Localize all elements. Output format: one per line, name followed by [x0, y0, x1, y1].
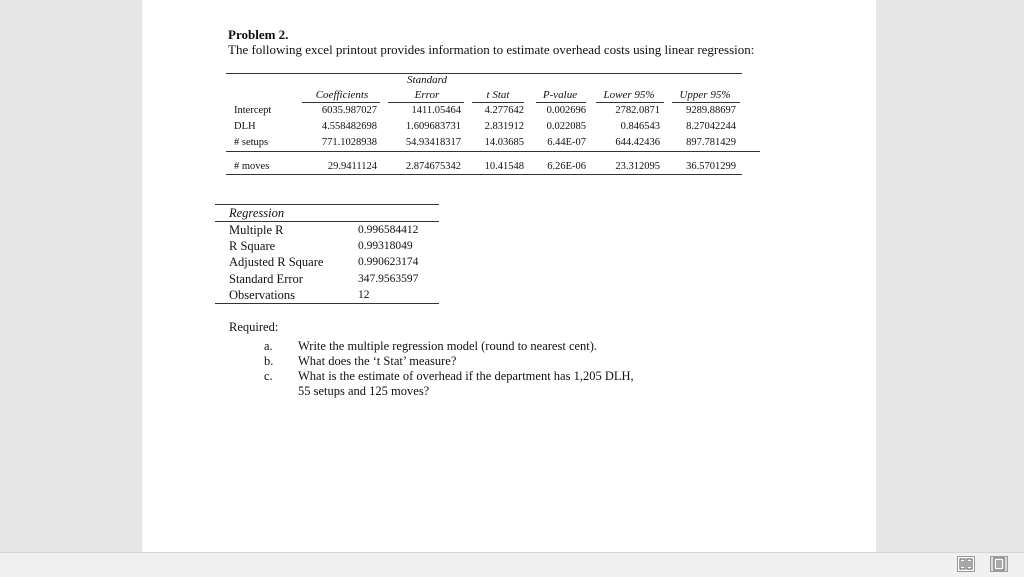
cell-std-error: 1411.05464	[411, 105, 461, 116]
cell-coefficient: 4.558482698	[321, 121, 377, 132]
header-underline	[472, 102, 524, 103]
stat-value: 12	[358, 289, 370, 301]
regression-top-rule	[215, 204, 439, 205]
stat-value: 0.99318049	[358, 240, 413, 252]
cell-lower-95: 0.846543	[620, 121, 660, 132]
status-bar	[0, 552, 1024, 577]
table-mid-rule	[226, 151, 760, 152]
row-label: DLH	[234, 121, 256, 132]
stat-label: Standard Error	[229, 272, 303, 286]
item-text: Write the multiple regression model (round to nearest cent).	[298, 339, 598, 353]
header-standard: Standard	[407, 74, 447, 86]
cell-p-value: 6.26E-06	[547, 161, 586, 172]
required-heading: Required:	[229, 320, 279, 334]
cell-t-stat: 10.41548	[484, 161, 524, 172]
cell-p-value: 0.002696	[546, 105, 586, 116]
header-underline	[596, 102, 664, 103]
header-t-stat: t Stat	[486, 89, 510, 101]
intro-text: The following excel printout provides information to estimate overhead costs using linear regression:	[228, 42, 755, 57]
regression-header-rule	[215, 221, 439, 222]
header-underline	[672, 102, 740, 103]
cell-upper-95: 897.781429	[686, 137, 736, 148]
cell-std-error: 1.609683731	[405, 121, 461, 132]
read-mode-icon[interactable]	[957, 556, 975, 572]
header-error: Error	[414, 89, 440, 101]
cell-t-stat: 4.277642	[484, 105, 524, 116]
stat-value: 0.990623174	[358, 256, 419, 268]
header-upper-95: Upper 95%	[679, 89, 731, 101]
regression-header: Regression	[229, 206, 285, 220]
row-label: Intercept	[234, 105, 272, 116]
document-page	[142, 0, 876, 552]
item-text: What does the ‘t Stat’ measure?	[298, 354, 457, 368]
item-text: What is the estimate of overhead if the department has 1,205 DLH,	[298, 369, 634, 383]
cell-upper-95: 9289.88697	[686, 105, 736, 116]
cell-p-value: 6.44E-07	[547, 137, 586, 148]
cell-p-value: 0.022085	[546, 121, 586, 132]
item-text-continued: 55 setups and 125 moves?	[298, 384, 430, 398]
cell-upper-95: 8.27042244	[686, 121, 736, 132]
header-underline	[388, 102, 464, 103]
cell-t-stat: 14.03685	[484, 137, 524, 148]
stat-value: 347.9563597	[358, 273, 419, 285]
print-layout-icon[interactable]	[990, 556, 1008, 572]
header-p-value: P-value	[542, 89, 578, 101]
item-marker: c.	[264, 369, 273, 383]
item-marker: a.	[264, 339, 273, 353]
header-coefficients: Coefficients	[315, 89, 369, 101]
item-marker: b.	[264, 354, 274, 368]
cell-lower-95: 23.312095	[615, 161, 660, 172]
table-top-rule	[226, 73, 742, 74]
header-underline	[536, 102, 586, 103]
cell-lower-95: 2782.0871	[615, 105, 660, 116]
cell-lower-95: 644.42436	[615, 137, 660, 148]
table-bottom-rule	[226, 174, 742, 175]
row-label: # moves	[234, 161, 270, 172]
stat-label: Observations	[229, 288, 295, 302]
stat-label: Multiple R	[229, 223, 284, 237]
cell-coefficient: 29.9411124	[327, 161, 377, 172]
regression-bottom-rule	[215, 303, 439, 304]
header-underline	[302, 102, 380, 103]
cell-coefficient: 771.1028938	[321, 137, 377, 148]
cell-std-error: 2.874675342	[405, 161, 461, 172]
row-label: # setups	[234, 137, 269, 148]
stat-value: 0.996584412	[358, 224, 419, 236]
cell-t-stat: 2.831912	[484, 121, 524, 132]
header-lower-95: Lower 95%	[603, 89, 655, 101]
cell-std-error: 54.93418317	[405, 137, 461, 148]
stat-label: Adjusted R Square	[229, 255, 324, 269]
cell-coefficient: 6035.987027	[321, 105, 377, 116]
cell-upper-95: 36.5701299	[686, 161, 736, 172]
problem-title: Problem 2.	[228, 27, 289, 42]
stat-label: R Square	[229, 239, 276, 253]
